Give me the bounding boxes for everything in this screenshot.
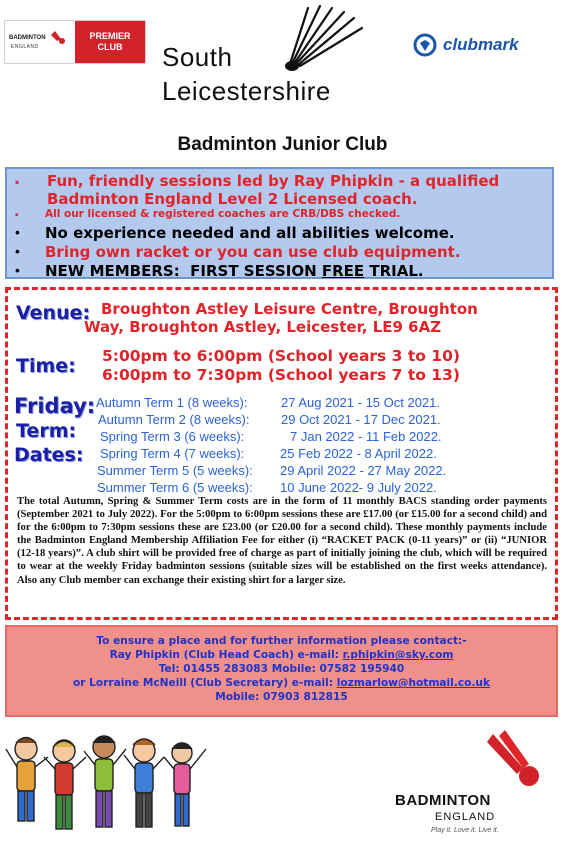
bullet-icon: •: [15, 262, 20, 278]
page-title: Badminton Junior Club: [177, 134, 388, 155]
term-dates: 27 Aug 2021 - 15 Oct 2021.: [281, 395, 441, 410]
term-label: Term:: [16, 420, 77, 442]
cost-paragraph: The total Autumn, Spring & Summer Term costs are in the form of 11 monthly BACS standing order payments (September 2021 to July 2022). For the 5:00pm to 6:00pm sessions these are £17.00 (or £15.00 for a second child) and for the 6:00pm to 7:30pm sessions these are £23.00 (or £20.00 for a second child). These monthly payments include the Badminton England Membership Affiliation Fee for either (i) “RACKET PACK (0-11 years)” or (ii) “JUNIOR (12-18 years)”. A club shirt will be provided free of charge as part of initially joining the club, which will be required to wear at the weekly Friday badminton sessions (suitable sizes will be established on the first weeks attendance). Also any Club member can exchange their existing shirt for a larger size.: [17, 496, 547, 586]
contact-line-lorraine: [7, 676, 556, 690]
bullet-text-5: Bring own racket or you can use club equipment.: [45, 243, 461, 261]
contact-intro: To ensure a place and for further information please contact:-: [96, 635, 467, 647]
clubmark-logo: [413, 32, 553, 58]
venue-line-1: Broughton Astley Leisure Centre, Broughton: [101, 300, 478, 318]
kids-illustration: [4, 727, 214, 839]
logo-england: ENGLAND: [435, 811, 496, 823]
shuttlecock-icon: [11, 27, 71, 57]
bullet-text-4: No experience needed and all abilities welcome.: [45, 224, 455, 242]
badminton-england-logo: [395, 728, 555, 840]
venue-line-2: Way, Broughton Astley, Leicester, LE9 6AZ: [84, 318, 442, 336]
contact-line-phone: Tel: 01455 283083 Mobile: 07582 195940: [158, 663, 405, 675]
term-name: Spring Term 4 (7 weeks):: [100, 446, 245, 461]
bullet-icon: •: [15, 243, 20, 259]
shuttlecock-icon: [483, 728, 551, 790]
england-text: ENGLAND: [11, 44, 39, 50]
premier-club-badge: [75, 21, 145, 63]
friday-label: Friday:: [14, 394, 96, 418]
time-label: Time:: [16, 355, 76, 377]
logo-name: BADMINTON: [395, 792, 491, 809]
trial-text: TRIAL.: [364, 262, 424, 280]
bullet-icon: ▪: [15, 175, 20, 189]
contact-line-ray: [7, 648, 556, 662]
clubmark-text: clubmark: [443, 35, 519, 54]
bullet-text-1: Fun, friendly sessions led by Ray Phipkin - a qualified: [47, 172, 500, 190]
dates-label: Dates:: [14, 444, 84, 466]
badminton-text: BADMINTON: [9, 35, 46, 41]
club-text: CLUB: [97, 42, 123, 52]
premier-club-logo: [4, 20, 146, 64]
bullet-text-3: All our licensed & registered coaches are CRB/DBS checked.: [45, 208, 401, 220]
county-line-2: Leicestershire: [162, 76, 331, 106]
clubmark-icon: [413, 33, 437, 57]
free-text: FREE: [321, 262, 365, 280]
lorraine-email-link[interactable]: lozmarlow@hotmail.co.uk: [336, 677, 491, 689]
venue-label: Venue:: [16, 302, 91, 324]
ray-contact-text: Ray Phipkin (Club Head Coach) e-mail:: [109, 649, 343, 661]
logo-tagline: Play it. Love it. Live it.: [431, 827, 499, 834]
shuttlecock-logo-icon: [268, 2, 368, 72]
contact-box: [5, 625, 558, 717]
term-name: Autumn Term 2 (8 weeks):: [98, 412, 250, 427]
bullet-text-6: [45, 262, 424, 280]
new-members-text: NEW MEMBERS: FIRST SESSION: [45, 262, 322, 280]
term-dates: 29 April 2022 - 27 May 2022.: [280, 463, 447, 478]
intro-box: [5, 167, 554, 279]
term-dates: 25 Feb 2022 - 8 April 2022.: [280, 446, 437, 461]
lorraine-contact-text: or Lorraine McNeill (Club Secretary) e-mail:: [72, 677, 337, 689]
premier-text: PREMIER: [89, 31, 131, 41]
county-line-1: South: [162, 42, 233, 72]
term-name: Summer Term 6 (5 weeks):: [97, 480, 253, 495]
term-name: Autumn Term 1 (8 weeks):: [96, 395, 248, 410]
term-dates: 10 June 2022- 9 July 2022.: [280, 480, 437, 495]
term-name: Spring Term 3 (6 weeks):: [100, 429, 245, 444]
ray-email-link[interactable]: r.phipkin@sky.com: [342, 649, 454, 661]
term-dates: 29 Oct 2021 - 17 Dec 2021.: [281, 412, 441, 427]
bullet-text-2: Badminton England Level 2 Licensed coach.: [47, 190, 418, 208]
time-line-1: 5:00pm to 6:00pm (School years 3 to 10): [102, 347, 460, 365]
bullet-icon: ▪: [15, 210, 19, 221]
time-line-2: 6:00pm to 7:30pm (School years 7 to 13): [102, 366, 460, 384]
term-name: Summer Term 5 (5 weeks):: [97, 463, 253, 478]
contact-line-mobile: Mobile: 07903 812815: [215, 691, 348, 703]
bullet-icon: •: [15, 224, 20, 240]
term-dates: 7 Jan 2022 - 11 Feb 2022.: [290, 429, 442, 444]
